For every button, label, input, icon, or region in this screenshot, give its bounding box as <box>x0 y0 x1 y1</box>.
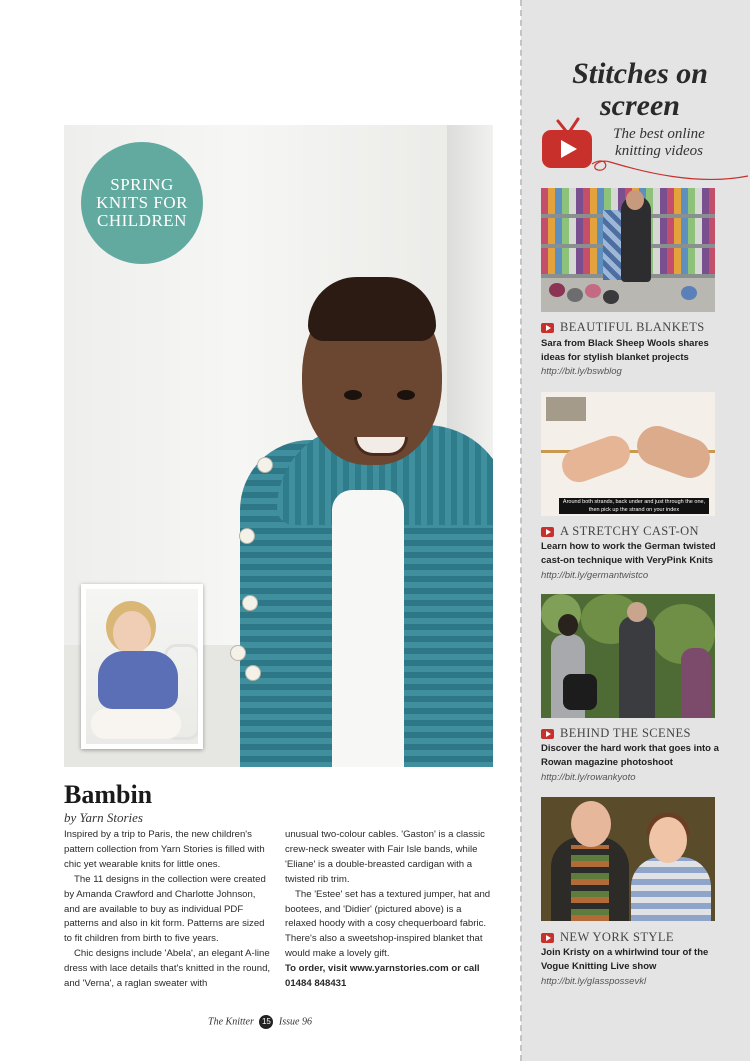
video-title: BEHIND THE SCENES <box>560 726 691 740</box>
video-thumbnail-cast-on[interactable] <box>541 392 715 516</box>
paragraph: Inspired by a trip to Paris, the new children's pattern collection from Yarn Stories is filled with chic yet wearable knits for little ones. <box>64 829 265 870</box>
page-number: 15 <box>259 1015 273 1029</box>
order-info: To order, visit www.yarnstories.com or call 01484 848431 <box>285 963 480 990</box>
video-title: A STRETCHY CAST-ON <box>560 524 699 538</box>
girl-legs <box>91 709 181 739</box>
paragraph: The 11 designs in the collection were created by Amanda Crawford and Charlotte Johnson, and are available to buy as individual PDF patterns and also in kit form. Patterns are sized to fit children from birth to five years. <box>64 873 266 945</box>
sidebar-title: Stitches on screen <box>572 57 708 122</box>
video-heading[interactable] <box>541 930 674 945</box>
yarn-ball <box>603 290 619 304</box>
video-description: Sara from Black Sheep Wools shares ideas for stylish blanket projects <box>541 338 709 363</box>
paragraph: Chic designs include 'Abela', an elegant A-line dress with lace details that's knitted in the round, and 'Verna', a raglan sweater with <box>64 948 271 990</box>
video-link[interactable]: http://bit.ly/glasspossevkl <box>541 976 647 987</box>
fair-isle-vest <box>571 845 609 921</box>
play-icon <box>541 323 554 333</box>
video-thumbnail-photoshoot[interactable] <box>541 594 715 718</box>
presenter-head <box>626 190 644 210</box>
cardigan-button <box>257 457 273 473</box>
photographer <box>619 616 655 718</box>
tv-play-icon <box>540 117 594 171</box>
spring-knits-badge <box>81 142 203 264</box>
girl-in-sweater-photo <box>86 589 198 744</box>
sidebar-subtitle: The best online knitting videos <box>613 126 705 159</box>
camera-bag <box>563 674 597 710</box>
video-heading[interactable] <box>541 726 691 741</box>
video-heading[interactable] <box>541 524 699 539</box>
article-byline: by Yarn Stories <box>64 810 143 825</box>
perforated-divider <box>520 0 522 1061</box>
yarn-ball <box>681 286 697 300</box>
play-icon <box>541 729 554 739</box>
video-link[interactable]: http://bit.ly/rowankyoto <box>541 772 636 783</box>
girl-face <box>113 611 151 655</box>
woman-face <box>649 817 687 863</box>
paragraph: The 'Estee' set has a textured jumper, hat and bootees, and 'Didier' (pictured above) is a relaxed hoody with a cosy chequerboard fabric. There's also a sweetshop-inspired blanket that would make a lovely gift. <box>285 888 491 960</box>
decorative-squiggle <box>588 150 750 190</box>
play-icon <box>541 527 554 537</box>
badge-text: SPRING KNITS FOR CHILDREN <box>96 175 188 230</box>
video-thumbnail-new-york[interactable] <box>541 797 715 921</box>
video-caption: Around both strands, back under and just through the one, then pick up the strand on your index <box>559 498 709 514</box>
article-title: Bambin <box>64 780 153 809</box>
article-column-2 <box>285 828 493 992</box>
video-thumbnail-blankets[interactable] <box>541 188 715 312</box>
woman <box>631 857 711 921</box>
right-hand <box>631 420 715 483</box>
article-column-1 <box>64 828 272 992</box>
video-link[interactable]: http://bit.ly/germantwistco <box>541 570 649 581</box>
photographer-head <box>627 602 647 622</box>
video-description: Join Kristy on a whirlwind tour of the Vogue Knitting Live show <box>541 947 709 972</box>
cardigan-button <box>242 595 258 611</box>
girl-sweater <box>98 651 178 709</box>
paragraph: unusual two-colour cables. 'Gaston' is a classic crew-neck sweater with Fair Isle bands, while 'Eliane' is a double-breasted cardigan with a twisted rib trim. <box>285 829 485 885</box>
yarn-ball <box>549 283 565 297</box>
person <box>681 648 711 718</box>
inset-photo <box>81 584 203 749</box>
video-title: BEAUTIFUL BLANKETS <box>560 320 705 334</box>
child-eye-right <box>397 390 415 400</box>
video-link[interactable]: http://bit.ly/bswblog <box>541 366 622 377</box>
person-head <box>558 614 578 636</box>
page-footer <box>0 1015 520 1029</box>
issue-number: Issue 96 <box>278 1016 312 1028</box>
left-hand <box>557 431 634 487</box>
cardigan-button <box>239 528 255 544</box>
child-eye-left <box>344 390 362 400</box>
video-description: Learn how to work the German twisted cast-on technique with VeryPink Knits <box>541 541 716 566</box>
yarn-ball <box>585 284 601 298</box>
cardigan-button <box>245 665 261 681</box>
magazine-name: The Knitter <box>208 1016 254 1028</box>
child-hair <box>308 277 436 341</box>
yarn-ball <box>567 288 583 302</box>
video-heading[interactable] <box>541 320 705 335</box>
white-tshirt <box>332 490 404 767</box>
video-title: NEW YORK STYLE <box>560 930 674 944</box>
man-head <box>571 801 611 847</box>
cardigan-button <box>230 645 246 661</box>
video-description: Discover the hard work that goes into a Rowan magazine photoshoot <box>541 743 719 768</box>
mini-video-inset <box>546 397 586 421</box>
play-icon <box>541 933 554 943</box>
